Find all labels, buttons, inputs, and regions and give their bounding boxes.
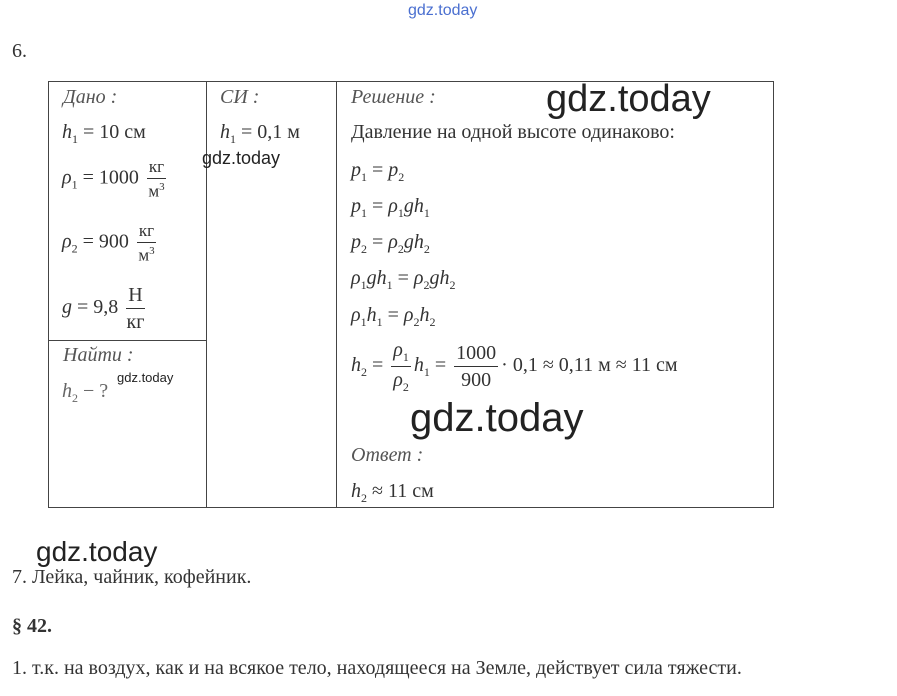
item-1: 1. т.к. на воздух, как и на всякое тело, находящееся на Земле, действует сила тяжести.	[12, 657, 742, 679]
table-border-left	[48, 81, 49, 508]
problem-number: 6.	[12, 40, 27, 62]
table-divider-given-si	[206, 81, 207, 508]
watermark-top: gdz.today	[408, 2, 478, 19]
watermark-middle: gdz.today	[410, 396, 584, 440]
watermark-si: gdz.today	[202, 148, 281, 168]
table-divider-given-find	[48, 340, 207, 341]
si-h1: $h_1 = 0,1$ м	[220, 121, 300, 146]
watermark-solution: gdz.today	[546, 78, 711, 120]
solution-statement: Давление на одной высоте одинаково:	[351, 121, 675, 143]
given-h1: $h_1 = 10$ см	[62, 121, 146, 146]
solution-eq1: $p_1 = p_2$	[351, 159, 405, 184]
watermark-bottom-left: gdz.today	[36, 536, 158, 567]
g-unit-num: Н	[126, 285, 144, 309]
rho2-unit-num: кг	[137, 222, 156, 243]
si-label: СИ :	[220, 86, 260, 108]
solution-eq6: $h_2$ = $\frac{\rho_1}{\rho_2}$ $h_1$ = $\frac{1000}{900}$ · 0,1 ≈ 0,11 м ≈ 11 см	[351, 339, 678, 394]
solution-eq2: $p_1 = \rho_1gh_1$	[351, 195, 430, 220]
table-border-right	[773, 81, 774, 508]
answer-value: $h_2 \approx 11$ см	[351, 480, 434, 505]
find-value: $h_2$ − ?	[62, 380, 109, 405]
answer-label: Ответ :	[351, 444, 424, 466]
find-label: Найти :	[63, 344, 134, 366]
g-unit-den: кг	[126, 311, 145, 333]
section-heading: § 42.	[12, 615, 52, 637]
given-rho2: $\rho_2 = 900$ $\frac{кг}{м^3}$	[62, 221, 155, 265]
given-rho1: $\rho_1 = 1000$ $\frac{кг}{м^3}$	[62, 157, 165, 201]
table-border-bottom	[48, 507, 774, 508]
watermark-find: gdz.today	[117, 370, 174, 385]
given-label: Дано :	[63, 86, 118, 108]
given-g: g = 9,8 $\frac{Н}{кг}$	[62, 284, 145, 333]
rho1-unit-num: кг	[147, 158, 166, 179]
solution-label: Решение :	[351, 86, 436, 108]
solution-eq4: $\rho_1gh_1 = \rho_2gh_2$	[351, 267, 456, 292]
eq6-tail: · 0,1 ≈ 0,11 м ≈ 11 см	[501, 354, 678, 377]
table-divider-si-solution	[336, 81, 337, 508]
eq6-den: 900	[461, 369, 492, 391]
solution-eq3: $p_2 = \rho_2gh_2$	[351, 231, 430, 256]
solution-eq5: $\rho_1h_1 = \rho_2h_2$	[351, 304, 436, 329]
eq6-num: 1000	[454, 343, 498, 367]
item-7: 7. Лейка, чайник, кофейник.	[12, 566, 252, 588]
